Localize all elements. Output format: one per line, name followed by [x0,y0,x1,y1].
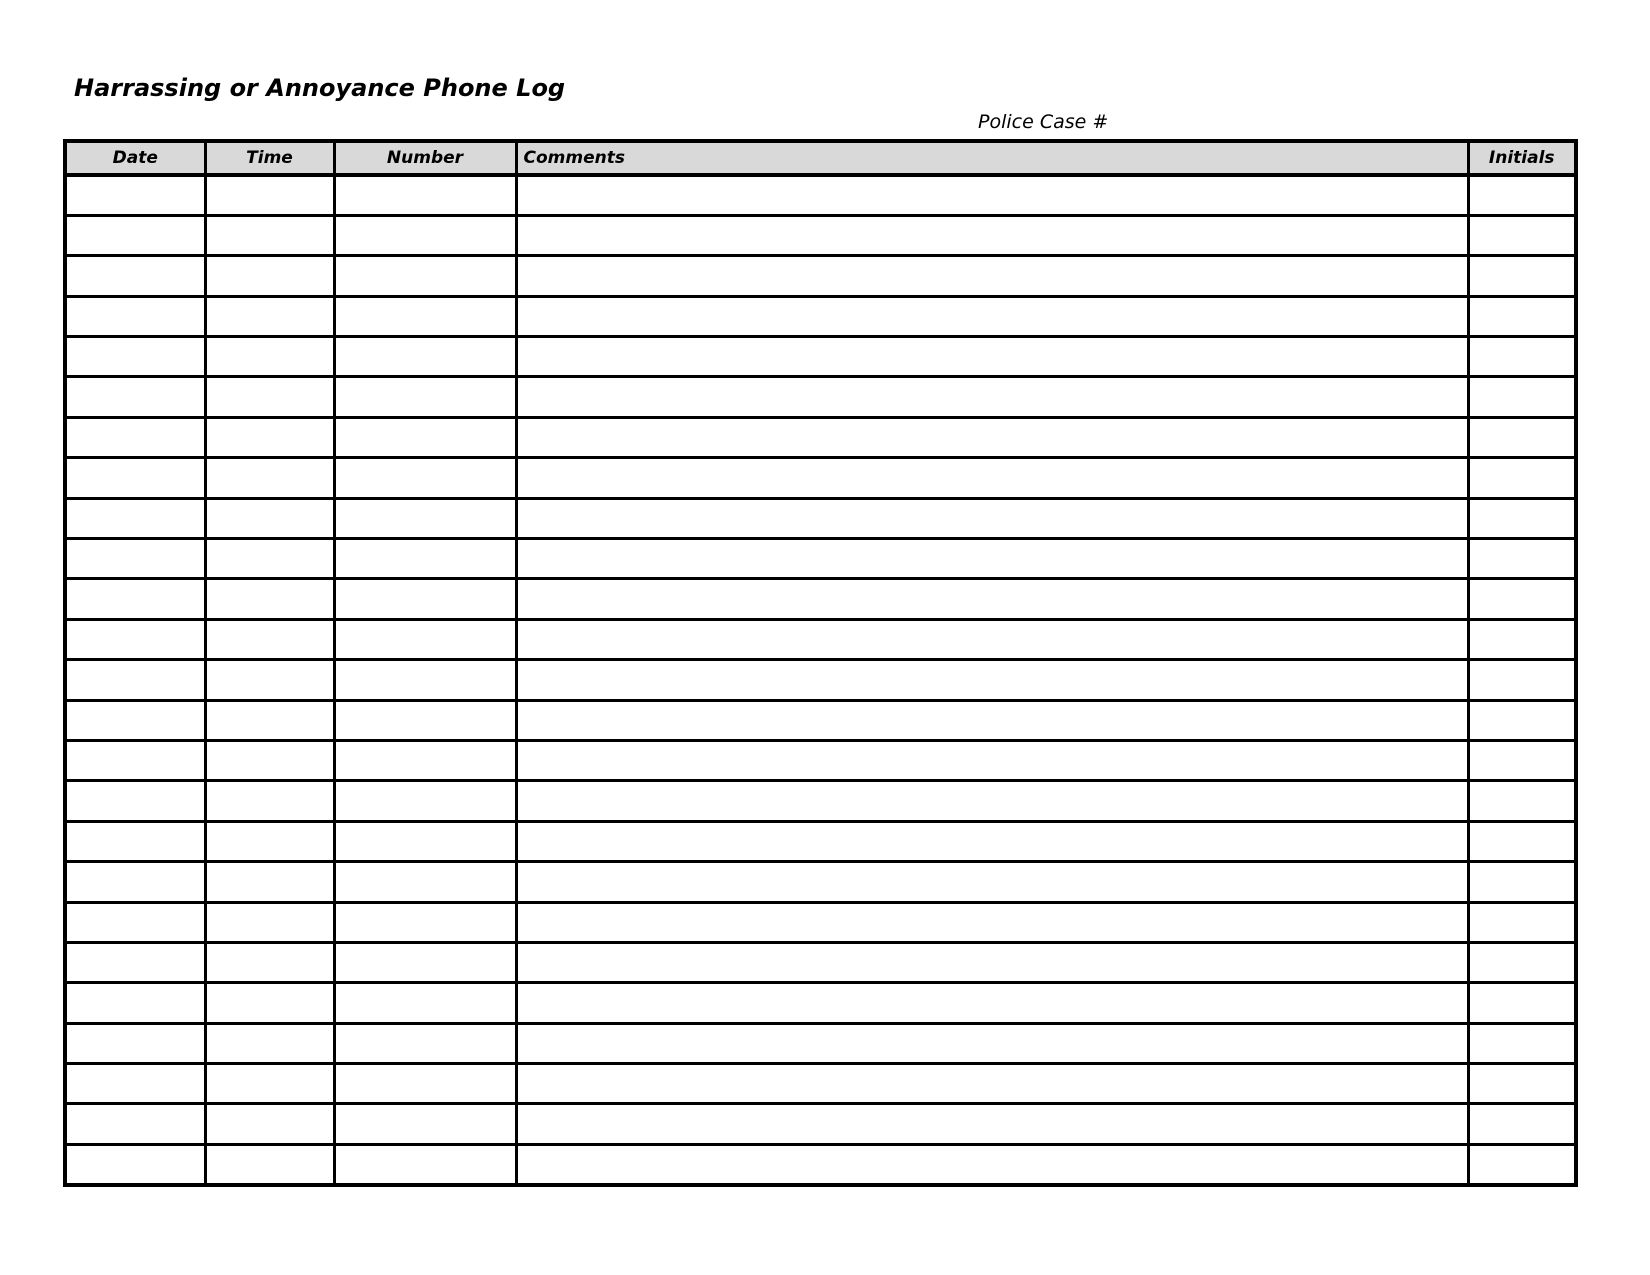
log-cell-initials [1468,337,1576,377]
log-cell-time [205,781,334,821]
log-cell-date [65,1023,205,1063]
log-cell-comments [516,821,1468,861]
log-cell-time [205,700,334,740]
log-row [65,175,1576,215]
log-cell-initials [1468,539,1576,579]
log-cell-date [65,377,205,417]
log-cell-date [65,862,205,902]
log-cell-time [205,660,334,700]
log-cell-number [334,1064,516,1104]
log-row [65,296,1576,336]
column-header-initials: Initials [1468,141,1576,175]
log-row [65,781,1576,821]
log-cell-comments [516,942,1468,982]
log-cell-date [65,781,205,821]
log-cell-number [334,175,516,215]
log-cell-date [65,1144,205,1184]
table-header [65,141,1576,175]
log-cell-number [334,983,516,1023]
log-cell-number [334,660,516,700]
log-row [65,579,1576,619]
log-cell-comments [516,417,1468,457]
log-cell-time [205,377,334,417]
log-cell-number [334,256,516,296]
log-cell-date [65,821,205,861]
log-cell-date [65,1064,205,1104]
log-row [65,700,1576,740]
log-cell-comments [516,579,1468,619]
log-row [65,1023,1576,1063]
phone-log-table [63,139,1578,1187]
log-row [65,337,1576,377]
log-cell-number [334,700,516,740]
log-cell-number [334,619,516,659]
log-row [65,458,1576,498]
log-cell-number [334,458,516,498]
log-cell-number [334,337,516,377]
log-cell-time [205,1023,334,1063]
log-row [65,821,1576,861]
log-cell-initials [1468,458,1576,498]
log-cell-initials [1468,942,1576,982]
log-cell-comments [516,1144,1468,1184]
log-cell-comments [516,1064,1468,1104]
log-cell-initials [1468,660,1576,700]
log-cell-date [65,740,205,780]
log-cell-number [334,498,516,538]
log-cell-time [205,983,334,1023]
log-cell-date [65,458,205,498]
log-cell-comments [516,377,1468,417]
log-cell-number [334,377,516,417]
log-cell-comments [516,700,1468,740]
log-cell-date [65,700,205,740]
log-cell-time [205,902,334,942]
log-cell-comments [516,215,1468,255]
log-cell-initials [1468,983,1576,1023]
log-cell-time [205,458,334,498]
log-cell-number [334,215,516,255]
log-cell-comments [516,458,1468,498]
log-cell-date [65,902,205,942]
log-cell-time [205,1064,334,1104]
log-cell-comments [516,1104,1468,1144]
log-cell-number [334,942,516,982]
log-cell-time [205,337,334,377]
log-cell-comments [516,740,1468,780]
log-row [65,862,1576,902]
log-cell-date [65,983,205,1023]
log-row [65,498,1576,538]
log-cell-date [65,175,205,215]
log-cell-number [334,539,516,579]
log-cell-time [205,740,334,780]
log-cell-number [334,579,516,619]
log-row [65,983,1576,1023]
log-cell-date [65,660,205,700]
log-cell-initials [1468,619,1576,659]
log-cell-comments [516,1023,1468,1063]
log-cell-date [65,1104,205,1144]
log-cell-initials [1468,1023,1576,1063]
log-cell-date [65,619,205,659]
log-cell-initials [1468,377,1576,417]
log-cell-time [205,215,334,255]
log-cell-time [205,417,334,457]
log-cell-number [334,862,516,902]
column-header-date: Date [65,141,205,175]
log-cell-time [205,498,334,538]
log-cell-initials [1468,498,1576,538]
log-cell-initials [1468,740,1576,780]
log-cell-number [334,781,516,821]
log-cell-date [65,539,205,579]
log-row [65,539,1576,579]
log-cell-time [205,256,334,296]
log-cell-initials [1468,1064,1576,1104]
header-row [65,141,1576,175]
log-cell-comments [516,175,1468,215]
log-cell-initials [1468,902,1576,942]
log-cell-date [65,498,205,538]
log-cell-date [65,942,205,982]
log-row [65,660,1576,700]
log-cell-comments [516,862,1468,902]
log-row [65,740,1576,780]
column-header-comments: Comments [516,141,1468,175]
log-row [65,417,1576,457]
log-row [65,377,1576,417]
log-cell-initials [1468,1104,1576,1144]
log-cell-time [205,175,334,215]
log-cell-initials [1468,417,1576,457]
log-row [65,256,1576,296]
log-cell-comments [516,781,1468,821]
log-cell-date [65,215,205,255]
log-cell-date [65,256,205,296]
log-row [65,942,1576,982]
log-cell-comments [516,983,1468,1023]
log-cell-date [65,337,205,377]
log-cell-initials [1468,700,1576,740]
log-cell-date [65,579,205,619]
log-cell-comments [516,256,1468,296]
log-cell-initials [1468,862,1576,902]
log-row [65,1064,1576,1104]
log-cell-comments [516,337,1468,377]
log-cell-number [334,902,516,942]
log-cell-date [65,417,205,457]
log-cell-number [334,821,516,861]
log-cell-number [334,1104,516,1144]
log-cell-initials [1468,1144,1576,1184]
column-header-number: Number [334,141,516,175]
log-cell-time [205,296,334,336]
log-cell-initials [1468,215,1576,255]
log-row [65,902,1576,942]
log-cell-date [65,296,205,336]
log-cell-time [205,942,334,982]
log-cell-number [334,1023,516,1063]
log-cell-comments [516,539,1468,579]
log-cell-initials [1468,781,1576,821]
log-cell-comments [516,902,1468,942]
log-cell-number [334,1144,516,1184]
log-cell-time [205,821,334,861]
log-cell-comments [516,660,1468,700]
log-cell-initials [1468,296,1576,336]
log-cell-initials [1468,821,1576,861]
log-row [65,1144,1576,1184]
phone-log-body [65,175,1576,1185]
log-cell-initials [1468,579,1576,619]
page-title: Harrassing or Annoyance Phone Log [74,74,566,102]
column-header-time: Time [205,141,334,175]
log-cell-time [205,539,334,579]
log-row [65,619,1576,659]
log-cell-time [205,862,334,902]
police-case-number-label: Police Case # [978,111,1109,133]
log-cell-time [205,1144,334,1184]
log-cell-number [334,740,516,780]
log-row [65,1104,1576,1144]
log-cell-comments [516,619,1468,659]
log-cell-initials [1468,175,1576,215]
log-cell-comments [516,296,1468,336]
log-cell-time [205,579,334,619]
log-cell-comments [516,498,1468,538]
log-cell-initials [1468,256,1576,296]
log-cell-number [334,417,516,457]
log-cell-time [205,1104,334,1144]
log-row [65,215,1576,255]
log-cell-number [334,296,516,336]
log-cell-time [205,619,334,659]
